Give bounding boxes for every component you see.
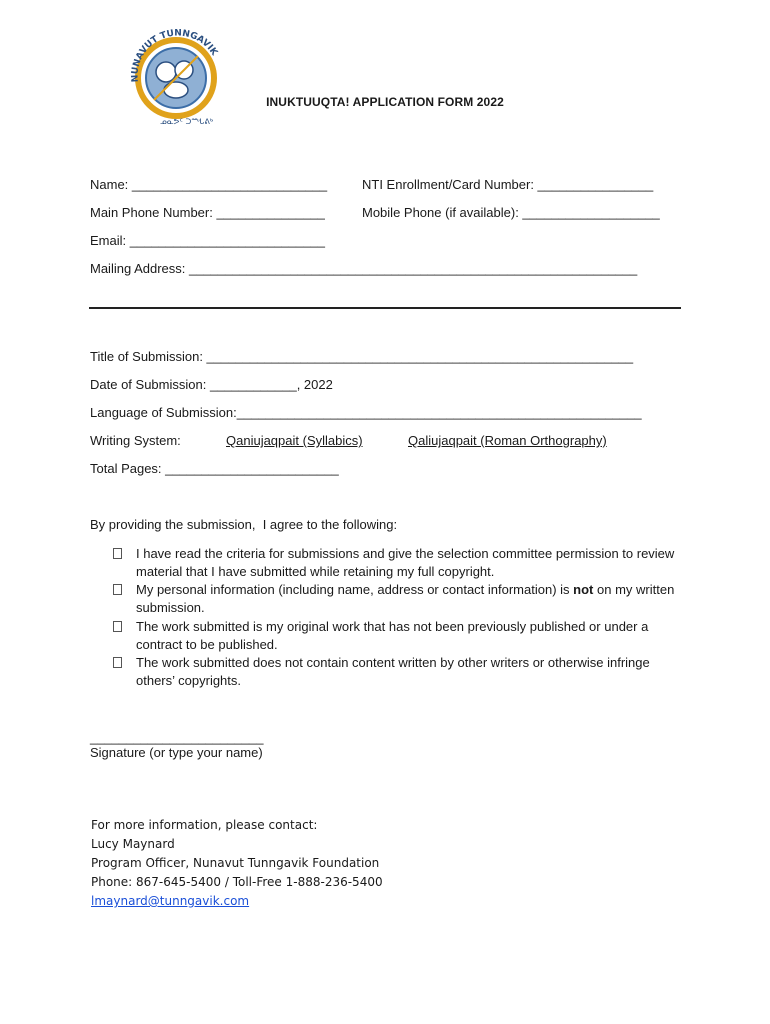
contact-name: Lucy Maynard xyxy=(91,837,175,851)
agreement-intro: By providing the submission, I agree to the following: xyxy=(90,517,398,532)
agreement-item xyxy=(113,654,683,688)
agreement-item-text: My personal information (including name, address or contact information) is not on my written submission. xyxy=(136,582,675,615)
checkbox-icon[interactable] xyxy=(113,548,122,559)
total-pages-field[interactable]: Total Pages: ________________________ xyxy=(90,461,339,476)
checkbox-icon[interactable] xyxy=(113,657,122,668)
agreement-item xyxy=(113,581,683,615)
mobile-phone-field[interactable]: Mobile Phone (if available): ___________________ xyxy=(362,205,660,220)
roman-orthography-option[interactable]: Qaliujaqpait (Roman Orthography) xyxy=(408,433,607,448)
section-divider xyxy=(89,307,681,309)
contact-intro: For more information, please contact: xyxy=(91,818,318,832)
main-phone-field[interactable]: Main Phone Number: _______________ xyxy=(90,205,325,220)
form-title: INUKTUUQTA! APPLICATION FORM 2022 xyxy=(266,95,504,109)
writing-system-label: Writing System: xyxy=(90,433,181,448)
syllabics-option[interactable]: Qaniujaqpait (Syllabics) xyxy=(226,433,363,448)
submission-title-field[interactable]: Title of Submission: ___________________________________________________________ xyxy=(90,349,634,364)
agreement-item xyxy=(113,545,683,579)
signature-line[interactable]: ________________________ xyxy=(90,730,264,745)
agreement-item-text: The work submitted does not contain content written by other writers or otherwise infringe others’ copyrights. xyxy=(136,655,650,688)
nti-enrollment-field[interactable]: NTI Enrollment/Card Number: ________________ xyxy=(362,177,654,192)
nunavut-tunngavik-logo xyxy=(120,20,230,130)
contact-role: Program Officer, Nunavut Tunngavik Foundation xyxy=(91,856,380,870)
submission-date-field[interactable]: Date of Submission: ____________, 2022 xyxy=(90,377,333,392)
email-field[interactable]: Email: ___________________________ xyxy=(90,233,325,248)
agreement-item xyxy=(113,618,683,652)
submission-language-field[interactable]: Language of Submission:________________________________________________________ xyxy=(90,405,642,420)
mailing-address-field[interactable]: Mailing Address: ______________________________________________________________ xyxy=(90,261,638,276)
checkbox-icon[interactable] xyxy=(113,621,122,632)
name-field[interactable]: Name: ___________________________ xyxy=(90,177,328,192)
contact-email-link[interactable]: lmaynard@tunngavik.com xyxy=(91,894,250,908)
checkbox-icon[interactable] xyxy=(113,584,122,595)
logo-arc-text: NUNAVUT TUNNGAVIK xyxy=(130,28,220,83)
contact-phone: Phone: 867-645-5400 / Toll-Free 1-888-236-5400 xyxy=(91,875,383,889)
agreement-item-text: I have read the criteria for submissions and give the selection committee permission to review material that I have submitted while retaining my full copyright. xyxy=(136,546,675,579)
emphasis-not: not xyxy=(573,582,594,597)
signature-label: Signature (or type your name) xyxy=(90,745,263,760)
svg-text:ᓄᓇᕗᑦ ᑐᙵᕕᒃ: ᓄᓇᕗᑦ ᑐᙵᕕᒃ xyxy=(160,117,214,126)
agreement-item-text: The work submitted is my original work that has not been previously published or under a contract to be published. xyxy=(136,619,649,652)
